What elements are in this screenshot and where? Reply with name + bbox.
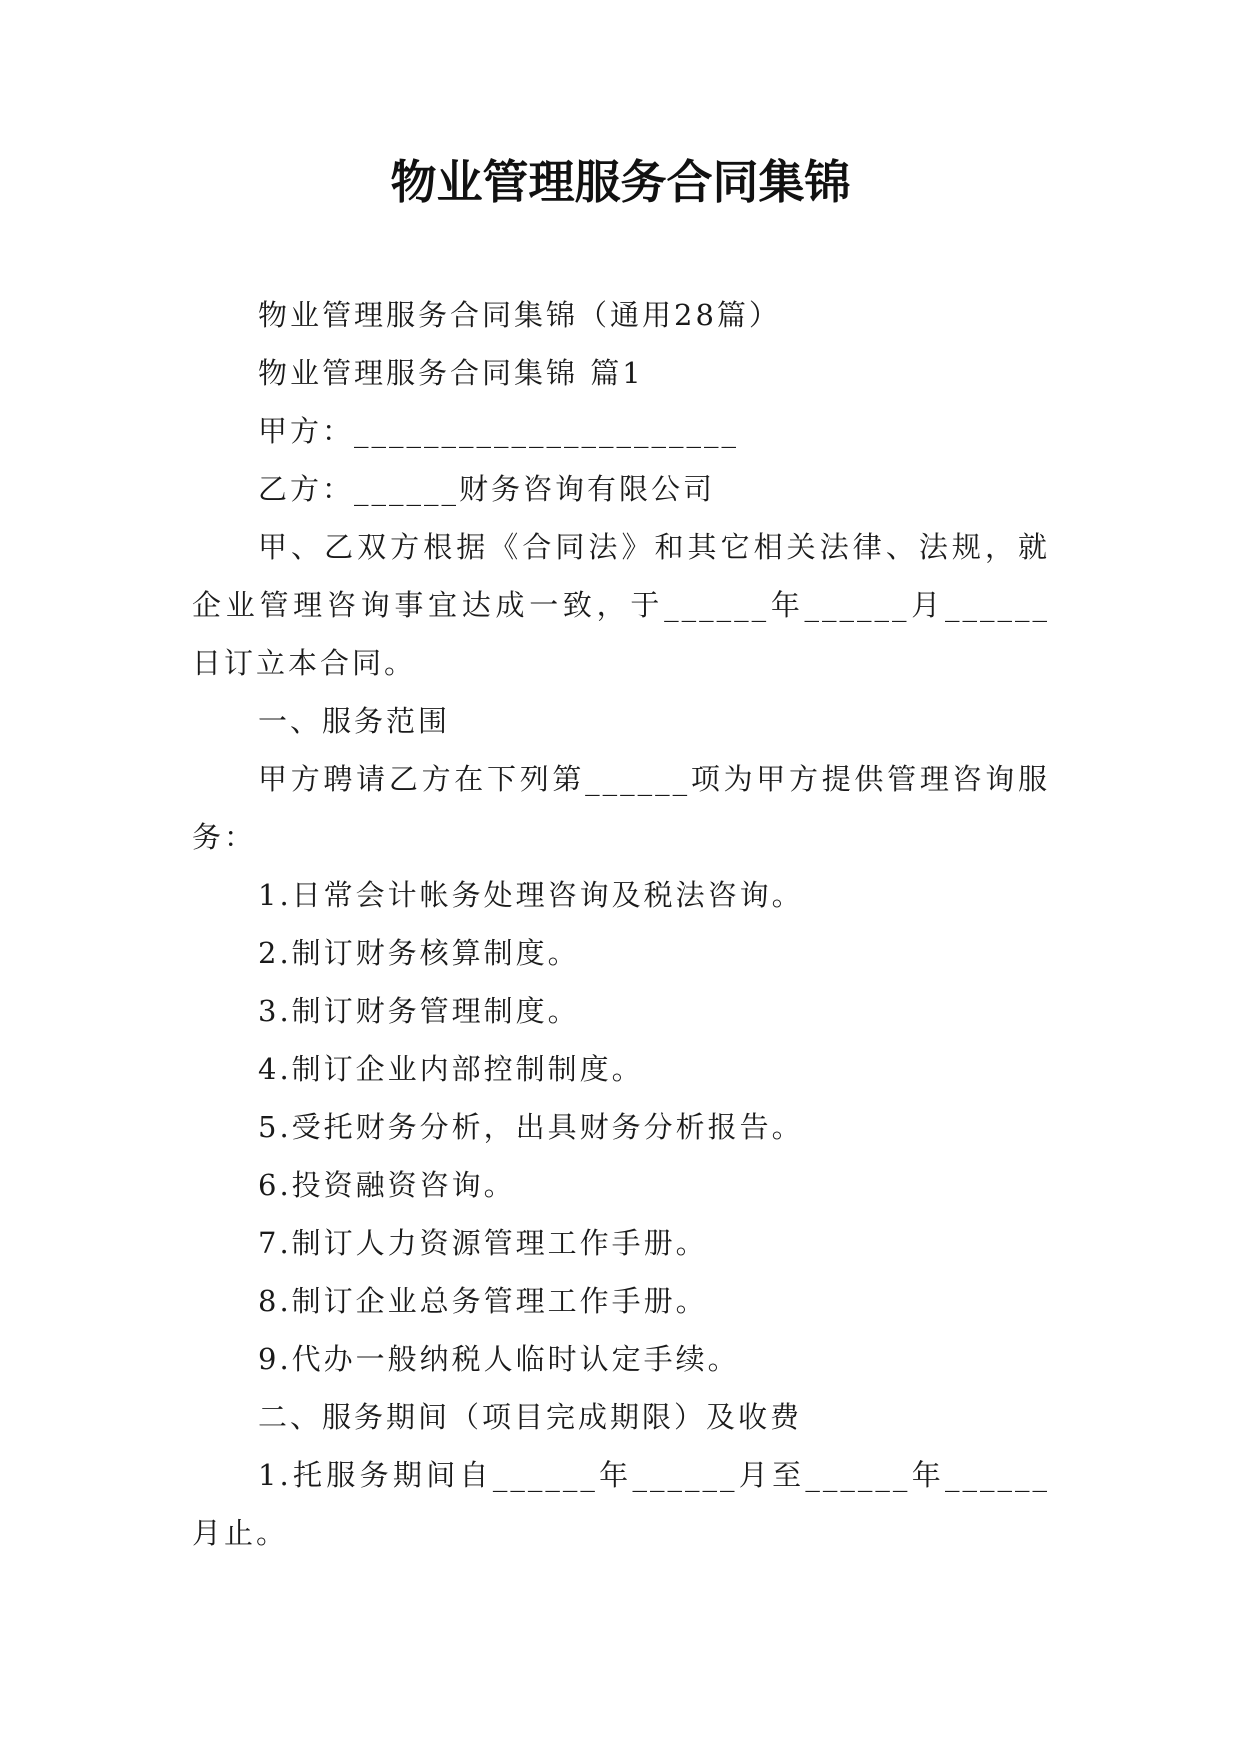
list-item: 1.日常会计帐务处理咨询及税法咨询。	[258, 878, 804, 912]
list-item: 6.投资融资咨询。	[258, 1168, 516, 1202]
list-item: 7.制订人力资源管理工作手册。	[258, 1226, 708, 1260]
paragraph-scope-intro: 甲方聘请乙方在下列第______项为甲方提供管理咨询服务：	[192, 762, 1050, 854]
document-title: 物业管理服务合同集锦	[390, 155, 851, 209]
list-item: 4.制订企业内部控制制度。	[258, 1052, 644, 1086]
list-item: 5.受托财务分析，出具财务分析报告。	[258, 1110, 804, 1144]
paragraph-subtitle: 物业管理服务合同集锦（通用28篇）	[258, 298, 781, 332]
paragraph-heading-scope: 一、服务范围	[258, 704, 451, 738]
list-item: 8.制订企业总务管理工作手册。	[258, 1284, 708, 1318]
paragraph-party-a: 甲方：______________________	[258, 414, 740, 448]
paragraph-period-clause: 1.托服务期间自______年______月至______年______月止。	[192, 1458, 1050, 1550]
paragraph-section-heading: 物业管理服务合同集锦 篇1	[258, 356, 644, 390]
list-item: 3.制订财务管理制度。	[258, 994, 580, 1028]
list-item: 9.代办一般纳税人临时认定手续。	[258, 1342, 740, 1376]
paragraph-party-b: 乙方：______财务咨询有限公司	[258, 472, 716, 506]
paragraph-preamble: 甲、乙双方根据《合同法》和其它相关法律、法规，就企业管理咨询事宜达成一致，于______年______月______日订立本合同。	[192, 530, 1050, 680]
document-body	[192, 286, 1050, 1562]
list-item: 2.制订财务核算制度。	[258, 936, 580, 970]
paragraph-heading-period: 二、服务期间（项目完成期限）及收费	[258, 1400, 803, 1434]
